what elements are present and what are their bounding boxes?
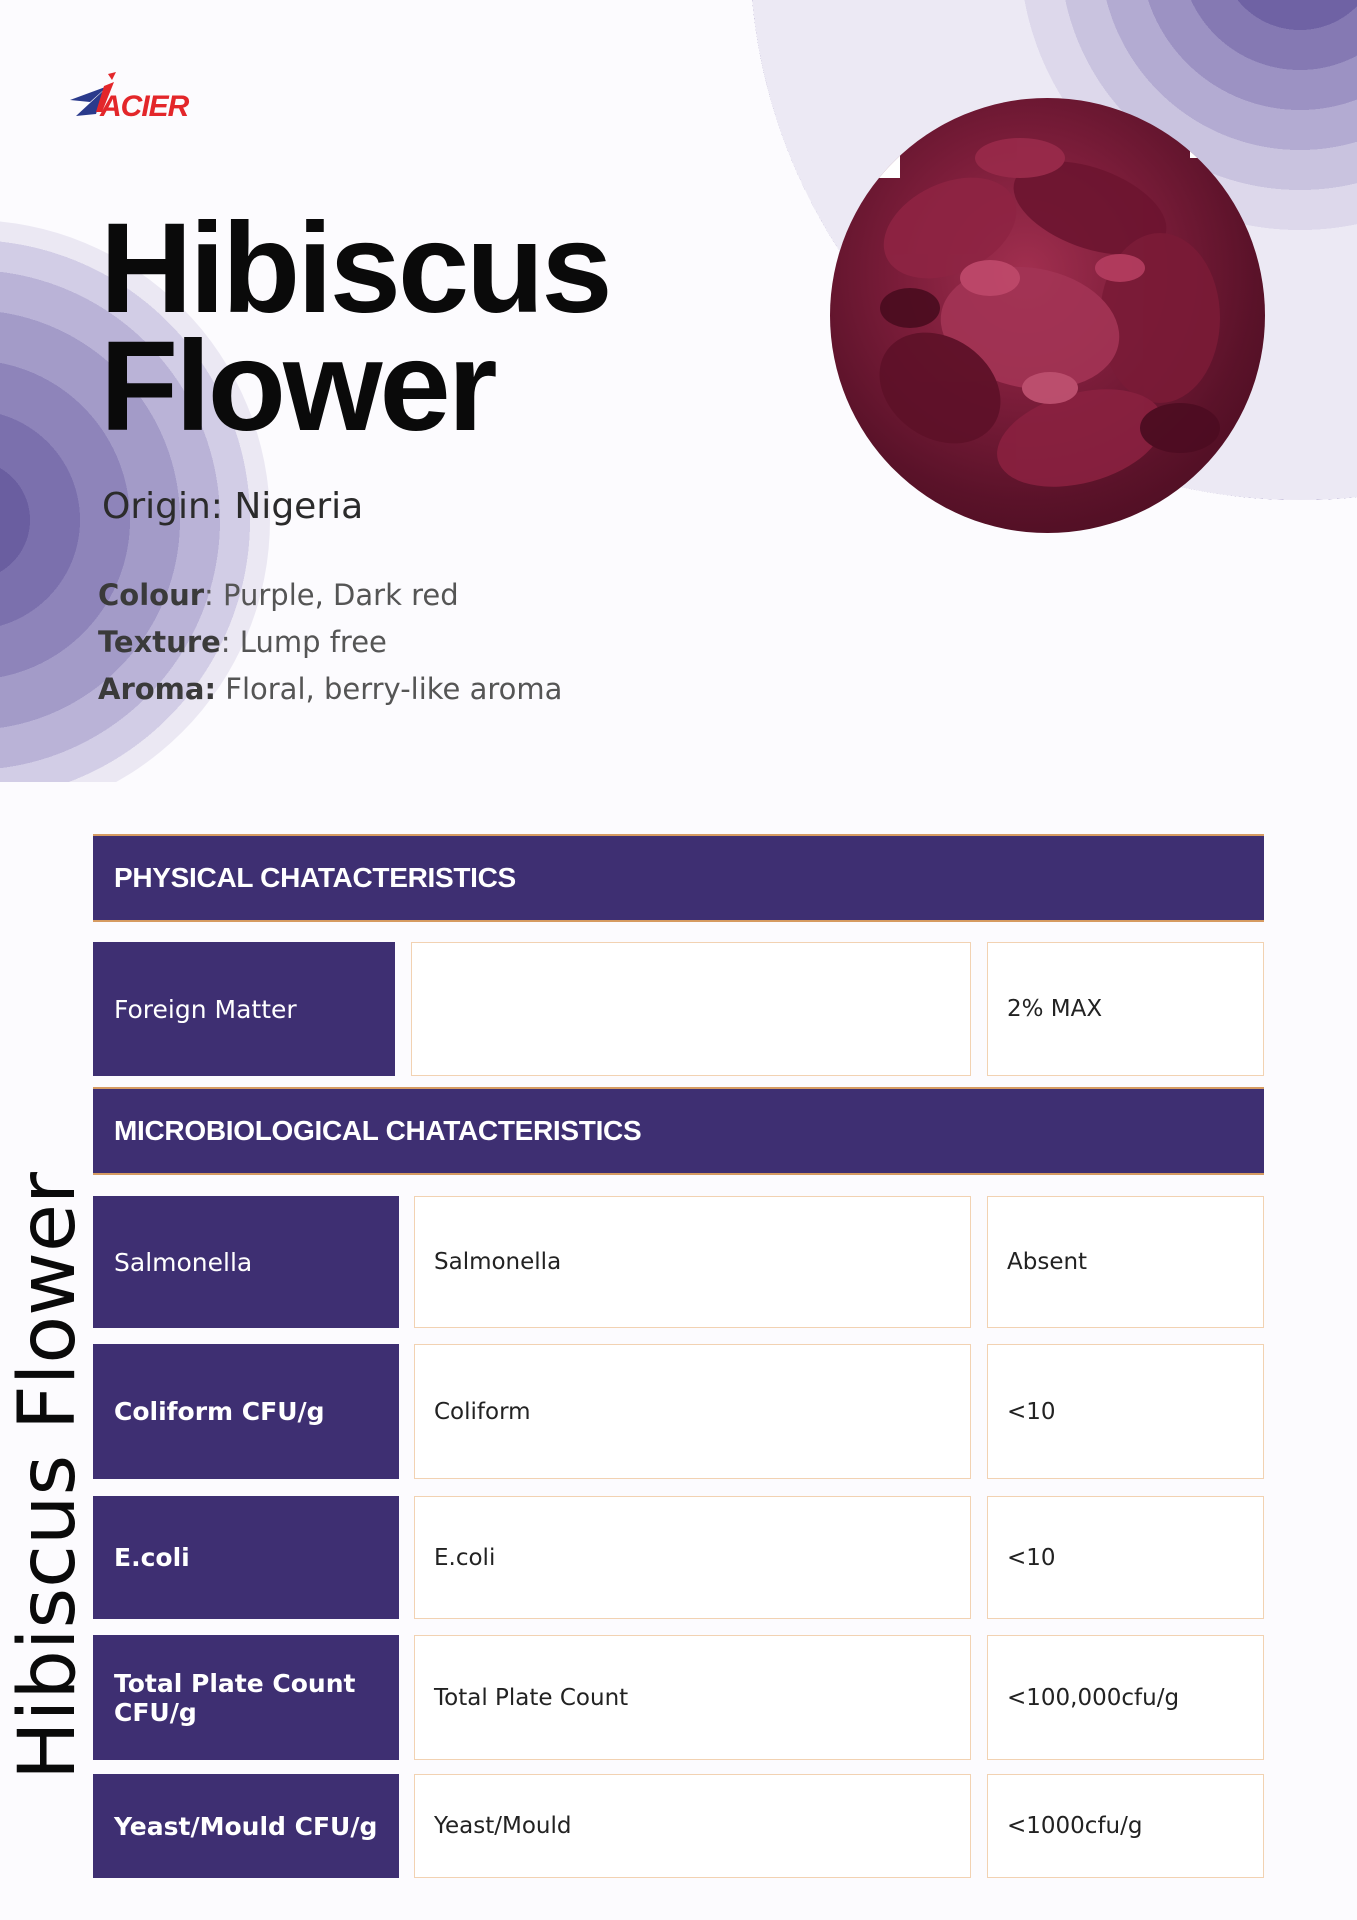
row-method-yeast-mould: Yeast/Mould (414, 1774, 971, 1878)
row-method-ecoli: E.coli (414, 1496, 971, 1619)
vertical-product-title: Hibiscus Flower (3, 1171, 93, 1780)
row-method-total-plate-count: Total Plate Count (414, 1635, 971, 1760)
origin-text: Origin: Nigeria (102, 486, 364, 527)
row-value-foreign-matter: 2% MAX (987, 942, 1264, 1076)
row-label-ecoli: E.coli (93, 1496, 399, 1619)
hibiscus-photo (830, 98, 1265, 533)
physical-section-header: PHYSICAL CHATACTERISTICS (93, 834, 1264, 922)
attribute-colour: Colour: Purple, Dark red (98, 578, 459, 612)
row-label-total-plate-count: Total Plate Count CFU/g (93, 1635, 399, 1760)
row-method-coliform: Coliform (414, 1344, 971, 1479)
row-value-salmonella: Absent (987, 1196, 1264, 1328)
row-value-coliform: <10 (987, 1344, 1264, 1479)
attribute-list (98, 572, 562, 713)
attribute-texture: Texture: Lump free (98, 625, 387, 659)
row-value-ecoli: <10 (987, 1496, 1264, 1619)
row-value-yeast-mould: <1000cfu/g (987, 1774, 1264, 1878)
title-line-2: Flower (100, 315, 495, 458)
row-label-yeast-mould: Yeast/Mould CFU/g (93, 1774, 399, 1878)
title-line-1: Hibiscus (100, 197, 610, 340)
microbiological-section-header: MICROBIOLOGICAL CHATACTERISTICS (93, 1087, 1264, 1175)
row-label-foreign-matter: Foreign Matter (93, 942, 395, 1076)
row-label-salmonella: Salmonella (93, 1196, 399, 1328)
acier-logo (68, 72, 228, 132)
product-title (100, 197, 610, 458)
row-label-coliform: Coliform CFU/g (93, 1344, 399, 1479)
row-method-salmonella: Salmonella (414, 1196, 971, 1328)
row-method-foreign-matter (411, 942, 971, 1076)
attribute-aroma: Aroma: Floral, berry-like aroma (98, 672, 563, 706)
row-value-total-plate-count: <100,000cfu/g (987, 1635, 1264, 1760)
logo-text: ACIER (100, 90, 189, 123)
